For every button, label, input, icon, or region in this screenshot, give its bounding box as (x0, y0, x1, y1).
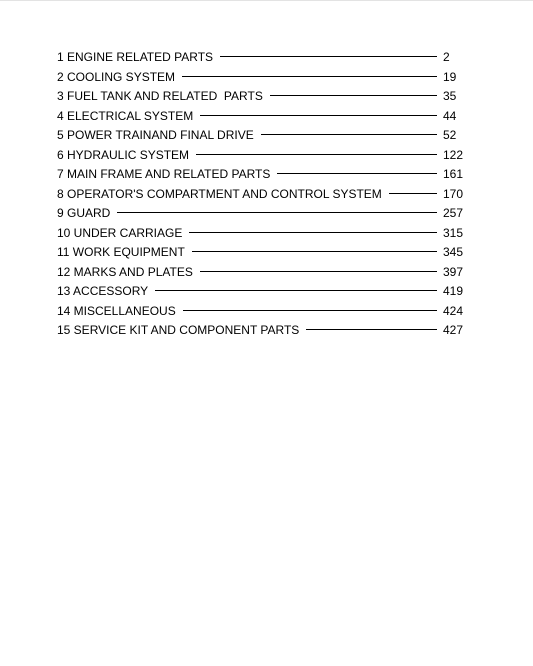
page-top-border (0, 0, 533, 1)
toc-entry-page: 35 (443, 89, 457, 103)
toc-leader-line (182, 76, 437, 77)
toc-entry-title: 4 ELECTRICAL SYSTEM (57, 108, 194, 123)
toc-leader-line (200, 271, 437, 272)
toc-entry-title: 8 OPERATOR'S COMPARTMENT AND CONTROL SYSTEM (57, 186, 382, 201)
toc-entry-page: 257 (443, 206, 464, 220)
toc-leader-line (196, 154, 437, 155)
toc-entry-page: 315 (443, 225, 464, 240)
toc-entry-title: 15 SERVICE KIT AND COMPONENT PARTS (57, 323, 300, 337)
toc-entry[interactable] (57, 204, 471, 224)
toc-leader-line (192, 251, 437, 252)
toc-entry-page: 2 (443, 50, 450, 64)
toc-entry[interactable] (57, 321, 471, 341)
toc-entry[interactable] (57, 48, 471, 68)
toc-entry-page: 161 (443, 167, 464, 181)
toc-entry-title: 13 ACCESSORY (57, 284, 149, 298)
toc-entry[interactable] (57, 302, 471, 322)
toc-entry-page: 44 (443, 108, 457, 123)
toc-leader-line (117, 212, 437, 213)
toc-entry[interactable] (57, 224, 471, 244)
toc-leader-line (189, 232, 437, 233)
toc-leader-line (155, 290, 437, 291)
toc-entry-page: 170 (443, 186, 464, 201)
toc-entry-title: 11 WORK EQUIPMENT (57, 245, 185, 259)
toc-entry[interactable] (57, 165, 471, 185)
toc-entry-title: 3 FUEL TANK AND RELATED PARTS (57, 89, 263, 103)
toc-entry-title: 14 MISCELLANEOUS (57, 303, 176, 318)
toc-entry-title: 6 HYDRAULIC SYSTEM (57, 147, 190, 162)
toc-leader-line (389, 193, 437, 194)
toc-leader-line (306, 329, 437, 330)
toc-entry-page: 345 (443, 245, 464, 259)
toc-entry-title: 7 MAIN FRAME AND RELATED PARTS (57, 167, 271, 181)
toc-entry-page: 427 (443, 323, 464, 337)
toc-leader-line (277, 173, 437, 174)
toc-entry-title: 2 COOLING SYSTEM (57, 69, 176, 84)
toc-entry-title: 9 GUARD (57, 206, 111, 220)
toc-entry[interactable] (57, 68, 471, 88)
toc-entry[interactable] (57, 282, 471, 302)
toc-entry-title: 12 MARKS AND PLATES (57, 264, 193, 279)
toc-leader-line (200, 115, 437, 116)
toc-entry-title: 10 UNDER CARRIAGE (57, 225, 183, 240)
toc-leader-line (183, 310, 437, 311)
toc-entry[interactable] (57, 87, 471, 107)
toc-leader-line (220, 56, 437, 57)
table-of-contents (57, 48, 471, 341)
toc-leader-line (270, 95, 437, 96)
toc-leader-line (261, 134, 437, 135)
toc-entry-page: 397 (443, 264, 464, 279)
toc-entry[interactable] (57, 126, 471, 146)
toc-entry-title: 5 POWER TRAINAND FINAL DRIVE (57, 128, 254, 142)
toc-entry[interactable] (57, 185, 471, 205)
toc-entry[interactable] (57, 243, 471, 263)
toc-entry-title: 1 ENGINE RELATED PARTS (57, 50, 214, 64)
toc-entry-page: 19 (443, 69, 457, 84)
toc-entry-page: 122 (443, 147, 464, 162)
toc-entry[interactable] (57, 107, 471, 127)
toc-entry[interactable] (57, 146, 471, 166)
toc-entry-page: 424 (443, 303, 464, 318)
toc-entry-page: 52 (443, 128, 457, 142)
toc-entry-page: 419 (443, 284, 464, 298)
toc-entry[interactable] (57, 263, 471, 283)
